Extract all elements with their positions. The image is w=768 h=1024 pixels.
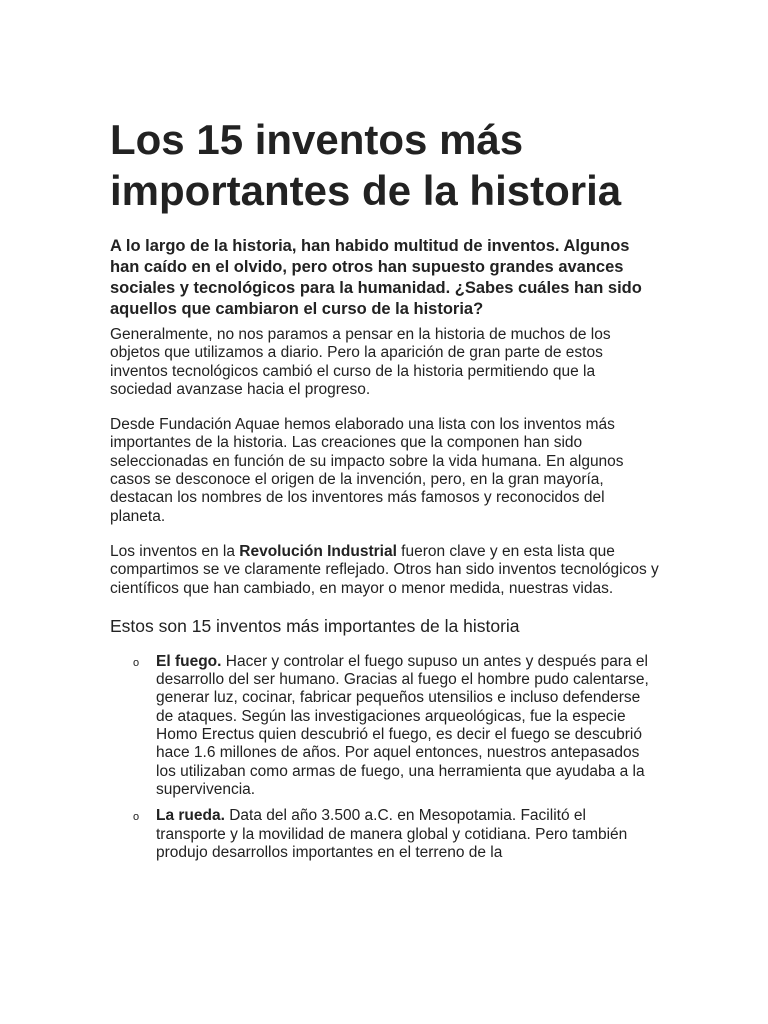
intro-paragraph-1: Generalmente, no nos paramos a pensar en la historia de muchos de los objetos que utilizamos a diario. Pero la aparición de gran parte de estos inventos tecnológicos cambió el curso de la historia permitiendo que la sociedad avanzase hacia el progreso.: [110, 326, 611, 398]
inventions-list: [110, 653, 660, 862]
industrial-revolution-term: Revolución Industrial: [239, 542, 397, 560]
intro-paragraph-2: Desde Fundación Aquae hemos elaborado una lista con los inventos más importantes de la historia. Las creaciones que la componen han sido seleccionadas en función de su impacto sobre la vida humana. En algunos casos se desconoce el origen de la invención, pero, en la gran mayoría, destacan los nombres de los inventores más famosos y reconocidos del planeta.: [110, 416, 624, 525]
list-heading: Estos son 15 inventos más importantes de la historia: [110, 615, 520, 636]
document-page: [110, 114, 660, 870]
list-item-title: La rueda.: [156, 807, 225, 825]
list-item: [133, 652, 660, 799]
hollow-bullet-icon: o: [133, 656, 140, 669]
list-item-text: Hacer y controlar el fuego supuso un antes y después para el desarrollo del ser humano. Gracias al fuego el hombre pudo calentarse, generar luz, cocinar, fabricar pequeños utensilios e incluso defenderse de ataques. Según las investigaciones arqueológicas, fue la especie Homo Erectus quien descubrió el fuego, es decir el fuego se descubrió hace 1.6 millones de años. Por aquel entonces, nuestros antepasados los utilizaban como armas de fuego, una herramienta que ayudaba a la supervivencia.: [156, 652, 649, 798]
list-item-text: Data del año 3.500 a.C. en Mesopotamia. Facilitó el transporte y la movilidad de manera global y cotidiana. Pero también produjo desarrollos importantes en el terreno de la: [156, 807, 628, 861]
hollow-bullet-icon: o: [133, 811, 140, 824]
article-title: Los 15 inventos más importantes de la historia: [110, 116, 622, 214]
list-item-title: El fuego.: [156, 652, 222, 670]
industrial-paragraph-start: Los inventos en la: [110, 542, 240, 560]
industrial-paragraph-end: fueron clave y en esta lista que compartimos se ve claramente reflejado. Otros han sido inventos tecnológicos y científicos que han cambiado, en mayor o menor medida, nuestras vidas.: [110, 542, 659, 597]
industrial-paragraph: [110, 543, 660, 598]
list-item: [133, 807, 660, 862]
article-lead: A lo largo de la historia, han habido multitud de inventos. Algunos han caído en el olvido, pero otros han supuesto grandes avances sociales y tecnológicos para la humanidad. ¿Sabes cuáles han sido aquellos que cambiaron el curso de la historia?: [110, 237, 642, 318]
